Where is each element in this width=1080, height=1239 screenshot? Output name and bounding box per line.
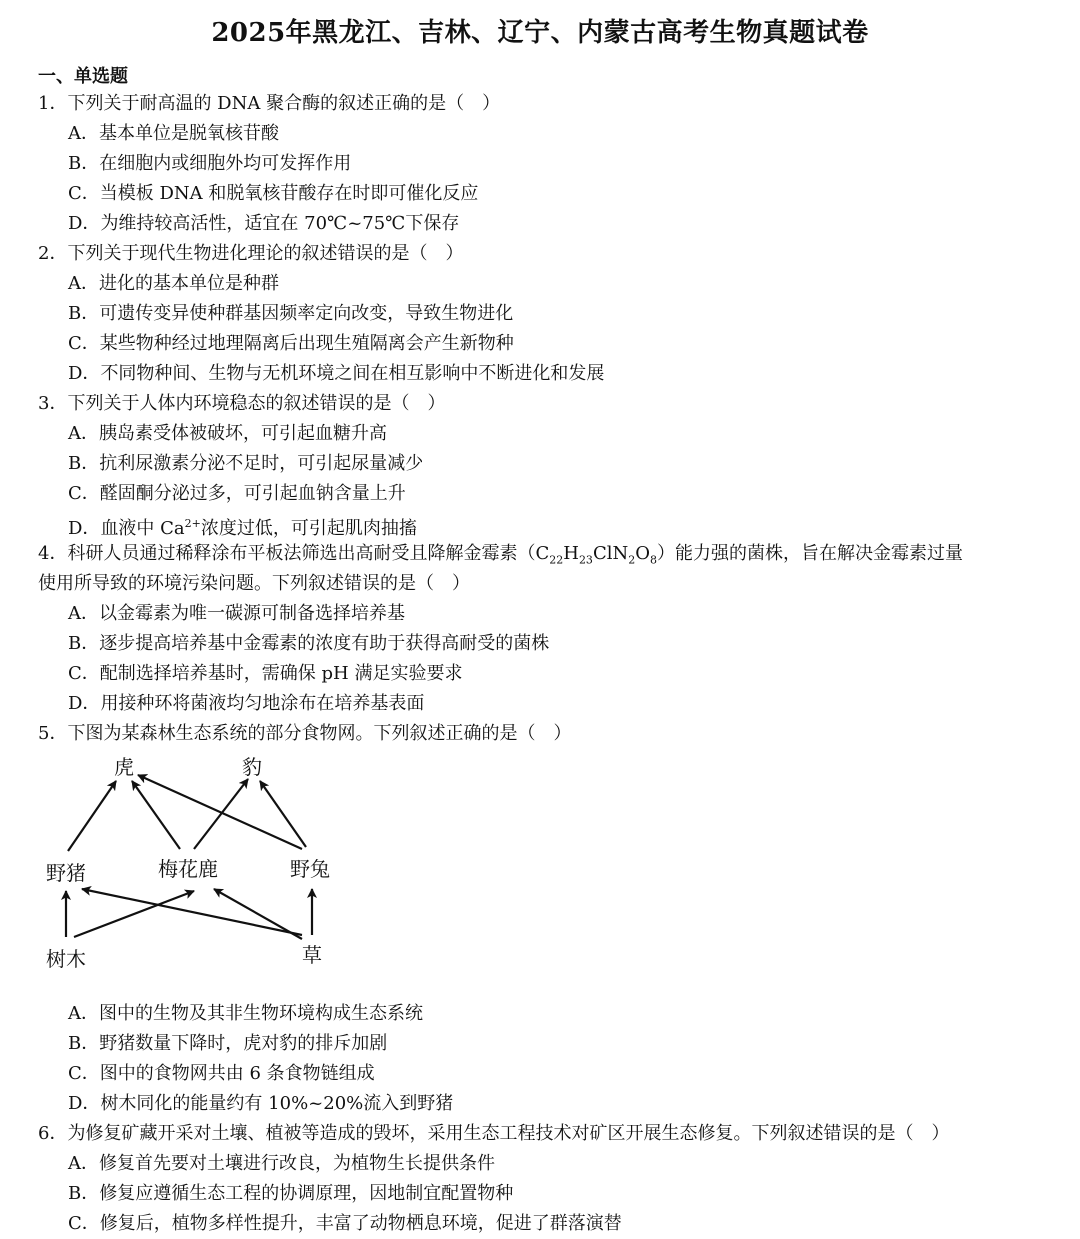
question-6 [38,1119,1053,1239]
option-d: D．用接种环将菌液均匀地涂布在培养基表面 [68,693,425,714]
option-a: A．以金霉素为唯一碳源可制备选择培养基 [68,603,405,624]
option-c: C．某些物种经过地理隔离后出现生殖隔离会产生新物种 [68,333,514,354]
question-2 [38,239,1053,389]
arrow-hare-to-tiger [138,775,302,849]
question-3 [38,389,1053,539]
option-d: D．树木同化的能量约有 10%~20%流入到野猪 [68,1093,454,1114]
food-web-diagram [40,749,360,999]
option-b: B．抗利尿激素分泌不足时，可引起尿量减少 [68,453,424,474]
node-hare: 野兔 [290,857,330,881]
option-a: A．修复首先要对土壤进行改良，为植物生长提供条件 [68,1153,495,1174]
option-c: C．当模板 DNA 和脱氧核苷酸存在时即可催化反应 [68,183,479,204]
arrow-deer-to-leopard [194,779,248,849]
exam-title: 2025年黑龙江、吉林、辽宁、内蒙古高考生物真题试卷 [211,18,869,48]
question-4 [38,539,1053,719]
node-tiger: 虎 [114,755,134,779]
node-tree: 树木 [46,947,86,971]
question-stem: 6．为修复矿藏开采对土壤、植被等造成的毁坏，采用生态工程技术对矿区开展生态修复。下列叙述错误的是（ ） [38,1123,950,1144]
node-leopard: 豹 [242,755,262,779]
option-d: D．为维持较高活性，适宜在 70℃~75℃下保存 [68,213,460,234]
arrow-grass-to-deer [214,889,302,939]
option-c: C．图中的食物网共由 6 条食物链组成 [68,1063,375,1084]
arrow-boar-to-tiger [68,781,116,851]
option-d: D．不同物种间、生物与无机环境之间在相互影响中不断进化和发展 [68,363,605,384]
question-stem: 2．下列关于现代生物进化理论的叙述错误的是（ ） [38,243,464,264]
question-1 [38,89,1053,239]
question-stem: 5．下图为某森林生态系统的部分食物网。下列叙述正确的是（ ） [38,723,572,744]
option-c: C．醛固酮分泌过多，可引起血钠含量上升 [68,483,406,504]
option-d: D．血液中 $Ca^{2+}$浓度过低，可引起肌肉抽搐 [68,517,417,539]
option-a: A．图中的生物及其非生物环境构成生态系统 [68,1003,423,1024]
question-stem-line-1: 4．科研人员通过稀释涂布平板法筛选出高耐受且降解金霉素$(C_{22}H_{23}ClN_2O_8)$能力强的菌株，旨在解决金霉素过量 [38,543,963,567]
arrow-grass-to-boar [82,889,302,935]
option-b: B．野猪数量下降时，虎对豹的排斥加剧 [68,1033,388,1054]
option-a: A．进化的基本单位是种群 [68,273,279,294]
option-b: B．逐步提高培养基中金霉素的浓度有助于获得高耐受的菌株 [68,633,550,654]
option-b: B．可遗传变异使种群基因频率定向改变，导致生物进化 [68,303,514,324]
question-5 [38,719,1053,1119]
option-a: A．基本单位是脱氧核苷酸 [68,123,279,144]
section-heading: 一、单选题 [38,66,128,87]
question-stem: 1．下列关于耐高温的 DNA 聚合酶的叙述正确的是（ ） [38,93,501,114]
option-c: C．修复后，植物多样性提升，丰富了动物栖息环境，促进了群落演替 [68,1213,622,1234]
question-stem: 3．下列关于人体内环境稳态的叙述错误的是（ ） [38,393,446,414]
option-b: B．在细胞内或细胞外均可发挥作用 [68,153,352,174]
arrow-tree-to-deer [74,891,194,937]
question-stem-line-2: 使用所导致的环境污染问题。下列叙述错误的是（ ） [38,573,470,594]
node-boar: 野猪 [46,861,86,885]
arrow-hare-to-leopard [260,781,306,847]
option-a: A．胰岛素受体被破坏，可引起血糖升高 [68,423,387,444]
node-grass: 草 [302,943,322,967]
option-b: B．修复应遵循生态工程的协调原理，因地制宜配置物种 [68,1183,514,1204]
option-c: C．配制选择培养基时，需确保 pH 满足实验要求 [68,663,463,684]
question-list [38,89,1053,1239]
node-deer: 梅花鹿 [158,857,218,881]
